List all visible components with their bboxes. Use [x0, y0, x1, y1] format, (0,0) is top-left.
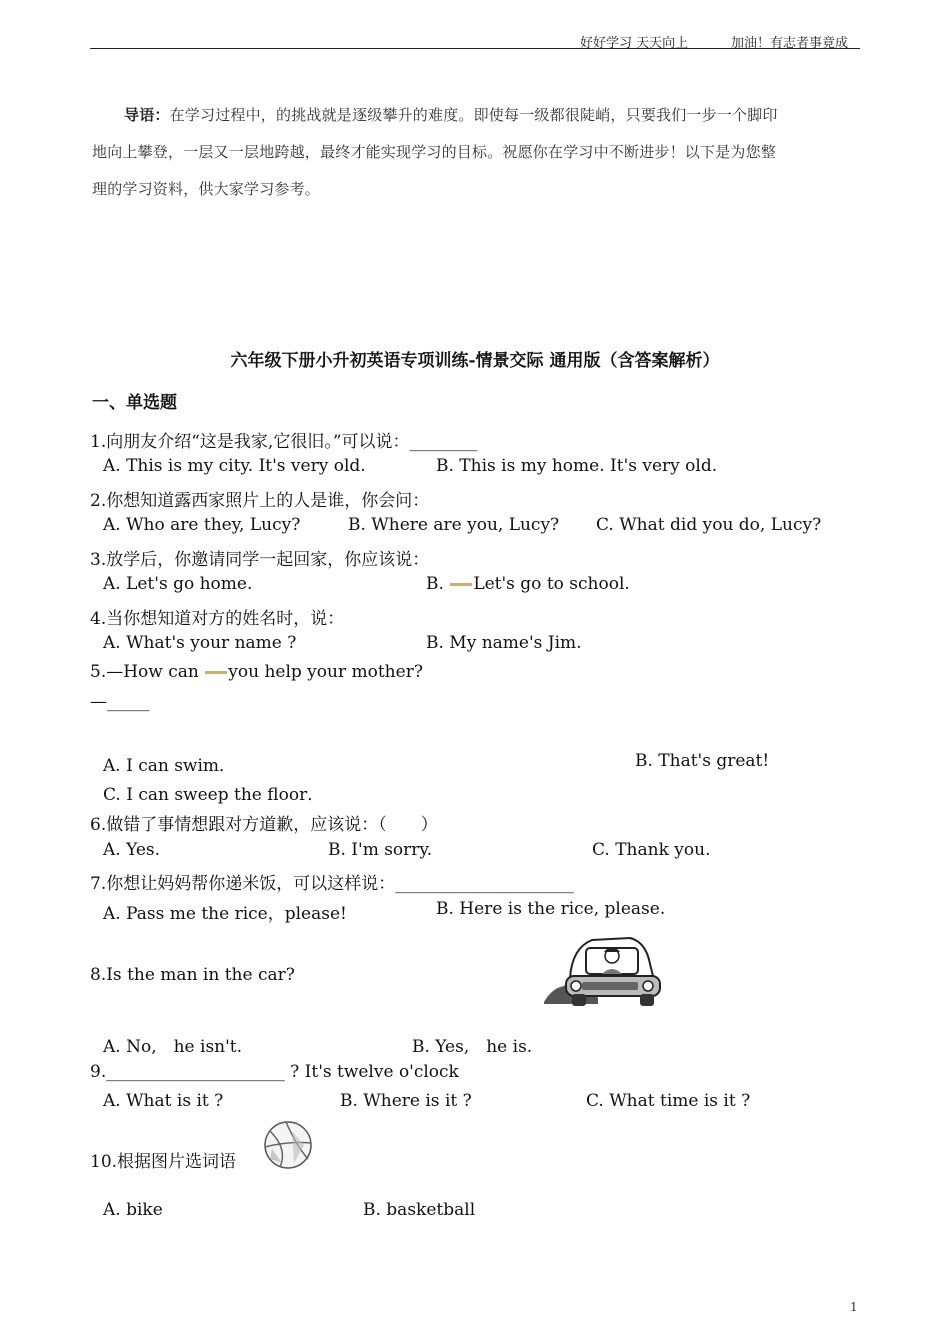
q6-option-c: C. Thank you. [592, 840, 711, 860]
q8-option-b: B. Yes, he is. [412, 1037, 533, 1057]
question-1: 1.向朋友介绍“这是我家,它很旧。”可以说：________ [90, 432, 478, 452]
q7-option-a: A. Pass me the rice，please! [103, 904, 347, 924]
car-with-driver-illustration [542, 928, 666, 1008]
question-4: 4.当你想知道对方的姓名时，说： [90, 609, 345, 629]
basketball-illustration [262, 1119, 314, 1171]
header-left-slogan: 好好学习 天天向上 [580, 36, 689, 51]
q3-option-b-letter: B. [426, 574, 444, 594]
q3-option-b-text: Let's go to school. [473, 574, 630, 594]
question-3: 3.放学后，你邀请同学一起回家，你应该说： [90, 550, 430, 570]
question-2: 2.你想知道露西家照片上的人是谁，你会问： [90, 491, 430, 511]
q9-option-b: B. Where is it ? [340, 1091, 472, 1111]
q5-text-b: you help your mother? [228, 662, 423, 682]
q1-option-b: B. This is my home. It's very old. [436, 456, 718, 476]
header-rule [90, 48, 860, 49]
question-6: 6.做错了事情想跟对方道歉，应该说：（ ） [90, 815, 438, 835]
intro-line-1 [124, 104, 778, 125]
document-title: 六年级下册小升初英语专项训练-情景交际 通用版（含答案解析） [230, 351, 720, 371]
q1-option-a: A. This is my city. It's very old. [103, 456, 366, 476]
question-9: 9._____________________ ? It's twelve o'clock [90, 1062, 459, 1082]
q7-option-b: B. Here is the rice, please. [436, 899, 666, 919]
q6-option-b: B. I'm sorry. [328, 840, 433, 860]
intro-label: 导语： [124, 106, 170, 124]
q2-option-c: C. What did you do, Lucy? [596, 515, 822, 535]
intro-text-1: 在学习过程中，的挑战就是逐级攀升的难度。即使每一级都很陡峭，只要我们一步一个脚印 [169, 106, 778, 124]
q9-option-a: A. What is it ? [103, 1091, 224, 1111]
q9-option-c: C. What time is it ? [586, 1091, 751, 1111]
q10-option-a: A. bike [103, 1200, 163, 1220]
q3-option-a: A. Let's go home. [103, 574, 253, 594]
q5-option-c: C. I can sweep the floor． [103, 785, 325, 805]
q5-option-a: A. I can swim． [103, 756, 237, 776]
q5-text-a: 5.—How can [90, 662, 199, 682]
intro-line-2: 地向上攀登，一层又一层地跨越，最终才能实现学习的目标。祝愿你在学习中不断进步！以下是为您整 [92, 143, 777, 161]
q4-option-b: B. My name's Jim. [426, 633, 582, 653]
q8-option-a: A. No, he isn't. [103, 1037, 243, 1057]
section-title: 一、单选题 [92, 393, 177, 413]
q10-option-b: B. basketball [363, 1200, 476, 1220]
header-right-slogan: 加油！有志者事竟成 [731, 36, 849, 51]
q3-option-b [426, 574, 630, 594]
highlight-mark [205, 671, 227, 674]
q5-option-b: B. That's great! [635, 751, 770, 771]
q2-option-b: B. Where are you, Lucy? [348, 515, 560, 535]
q4-option-a: A. What's your name ? [103, 633, 297, 653]
question-5 [90, 662, 423, 682]
page-number: 1 [850, 1300, 858, 1314]
question-5-answer-blank: —_____ [90, 692, 150, 712]
q6-option-a: A. Yes. [103, 840, 161, 860]
intro-line-3: 理的学习资料，供大家学习参考。 [92, 180, 321, 198]
question-8: 8.Is the man in the car? [90, 965, 295, 985]
q2-option-a: A. Who are they, Lucy? [103, 515, 301, 535]
highlight-mark [450, 583, 472, 586]
question-10: 10.根据图片选词语 [90, 1152, 237, 1172]
question-7: 7.你想让妈妈帮你递米饭，可以这样说：_____________________ [90, 874, 574, 894]
